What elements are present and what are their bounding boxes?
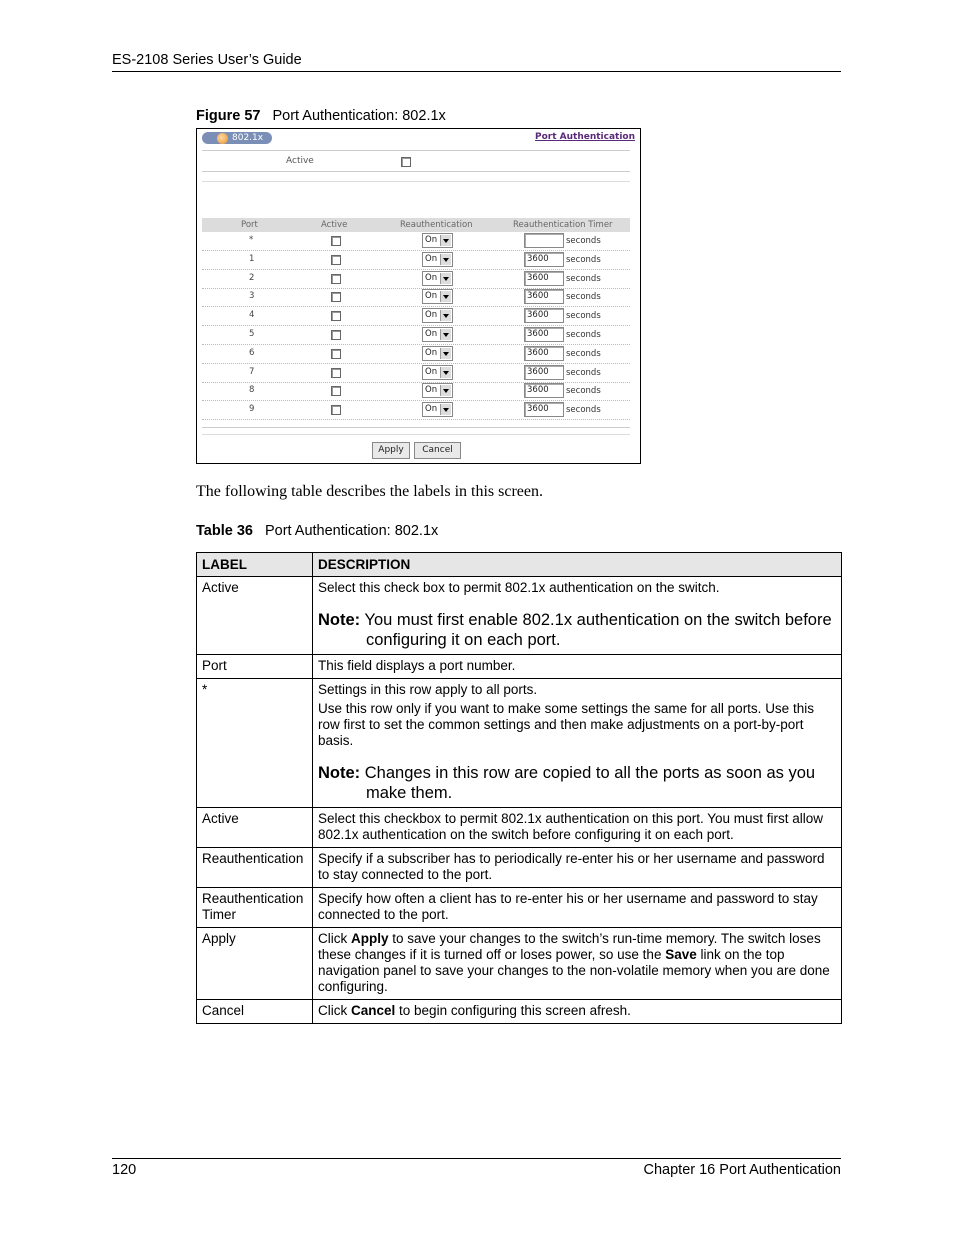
- tab-8021x: [202, 132, 272, 144]
- description-text: Settings in this row apply to all ports.: [318, 682, 538, 697]
- port-number: 4: [249, 310, 255, 321]
- port-active-checkbox[interactable]: [331, 311, 341, 321]
- port-active-checkbox[interactable]: [331, 368, 341, 378]
- dropdown-arrow-icon: [440, 404, 451, 415]
- reauth-timer-input[interactable]: [524, 271, 564, 286]
- row-description: [313, 928, 842, 1000]
- reauth-value: On: [425, 310, 438, 321]
- row-label: Cancel: [197, 1000, 313, 1024]
- dropdown-arrow-icon: [440, 348, 451, 359]
- dropdown-arrow-icon: [440, 273, 451, 284]
- port-active-checkbox[interactable]: [331, 405, 341, 415]
- timer-value: 3600: [527, 253, 549, 264]
- row-description: [313, 577, 842, 655]
- dropdown-arrow-icon: [440, 291, 451, 302]
- port-active-checkbox[interactable]: [331, 386, 341, 396]
- table-title: Port Authentication: 802.1x: [264, 523, 439, 539]
- bold-text: Apply: [351, 931, 389, 946]
- reauth-value: On: [425, 329, 438, 339]
- tab-bullet-icon: [217, 133, 228, 144]
- port-number: 7: [249, 366, 255, 377]
- row-description: Select this checkbox to permit 802.1x authentication on this port. You must first allow 802.1x authentication on the switch before configuring it on each port.: [313, 808, 842, 848]
- text: link on the top navigation panel to save your changes to the non-volatile memory when you are done configuring.: [318, 947, 830, 994]
- port-row: [202, 288, 630, 307]
- row-description: Specify if a subscriber has to periodically re-enter his or her username and password to stay connected to the port.: [313, 848, 842, 888]
- reauth-select[interactable]: [422, 346, 453, 361]
- reauth-timer-input[interactable]: [524, 346, 564, 361]
- note: [318, 763, 836, 803]
- port-row: [202, 401, 630, 420]
- port-table-header: [202, 218, 630, 232]
- row-label: *: [197, 679, 313, 808]
- seconds-label: seconds: [566, 311, 601, 322]
- port-number: 6: [249, 347, 255, 358]
- row-label: Reauthentication: [197, 848, 313, 888]
- label-description-table: [196, 552, 842, 1024]
- reauth-select[interactable]: [422, 271, 453, 286]
- dropdown-arrow-icon: [440, 367, 451, 378]
- timer-value: 3600: [527, 310, 549, 321]
- reauth-timer-input[interactable]: [524, 327, 564, 342]
- reauth-select[interactable]: [422, 289, 453, 304]
- table-row: [197, 848, 842, 888]
- seconds-label: seconds: [566, 405, 601, 416]
- col-port: Port: [241, 220, 258, 230]
- reauth-timer-input[interactable]: [524, 252, 564, 267]
- active-label: Active: [286, 156, 314, 166]
- reauth-timer-input[interactable]: [524, 383, 564, 398]
- port-row: [202, 382, 630, 401]
- row-label: Reauthentication Timer: [197, 888, 313, 928]
- table-number: Table 36: [196, 523, 253, 539]
- seconds-label: seconds: [566, 367, 601, 378]
- table-row: [197, 808, 842, 848]
- timer-value: 3600: [527, 329, 549, 339]
- row-label: Port: [197, 655, 313, 679]
- description-text: Use this row only if you want to make some settings the same for all ports. Use this row first to set the common settings and then make adjustments on a port-by-port basis.: [318, 701, 814, 748]
- seconds-label: seconds: [566, 386, 601, 397]
- divider: [202, 181, 630, 182]
- intro-paragraph: The following table describes the labels in this screen.: [196, 483, 544, 500]
- port-active-checkbox[interactable]: [331, 255, 341, 265]
- chapter-title: Chapter 16 Port Authentication: [643, 1162, 841, 1178]
- port-number: 9: [249, 404, 255, 415]
- note-label: Note:: [318, 764, 361, 782]
- figure-title: Port Authentication: 802.1x: [272, 108, 446, 124]
- note-label: Note:: [318, 611, 361, 629]
- divider: [202, 427, 630, 428]
- seconds-label: seconds: [566, 236, 601, 246]
- row-description: Specify how often a client has to re-enter his or her username and password to stay connected to the port.: [313, 888, 842, 928]
- dropdown-arrow-icon: [440, 235, 451, 246]
- port-number: 3: [249, 291, 255, 302]
- footer-rule: [112, 1158, 841, 1159]
- col-reauthentication: Reauthentication: [400, 220, 473, 230]
- reauth-value: On: [425, 235, 438, 245]
- reauth-timer-input[interactable]: [524, 365, 564, 380]
- divider: [202, 150, 630, 151]
- reauth-value: On: [425, 291, 438, 302]
- timer-value: 3600: [527, 385, 549, 396]
- reauth-select[interactable]: [422, 365, 453, 380]
- divider: [202, 434, 630, 435]
- table-row: [197, 888, 842, 928]
- seconds-label: seconds: [566, 273, 601, 284]
- port-row: [202, 270, 630, 289]
- dropdown-arrow-icon: [440, 310, 451, 321]
- reauth-timer-input[interactable]: [524, 402, 564, 417]
- port-active-checkbox[interactable]: [331, 292, 341, 302]
- reauth-select[interactable]: [422, 402, 453, 417]
- port-active-checkbox[interactable]: [331, 349, 341, 359]
- port-number: 8: [249, 385, 255, 396]
- table-row: [197, 577, 842, 655]
- text: Click: [318, 931, 351, 946]
- header-description: DESCRIPTION: [313, 553, 842, 577]
- reauth-select[interactable]: [422, 327, 453, 342]
- port-number: *: [249, 235, 254, 245]
- port-row: [202, 345, 630, 364]
- note: [318, 610, 836, 650]
- header-rule: [112, 71, 841, 72]
- port-number: 2: [249, 272, 255, 283]
- row-description: This field displays a port number.: [313, 655, 842, 679]
- divider: [202, 171, 630, 172]
- row-label: Active: [197, 577, 313, 655]
- reauth-select[interactable]: [422, 308, 453, 323]
- port-row: [202, 326, 630, 345]
- header-label: LABEL: [197, 553, 313, 577]
- figure-caption: [196, 108, 446, 124]
- table-row: [197, 655, 842, 679]
- timer-value: 3600: [527, 291, 549, 302]
- bold-text: Cancel: [351, 1003, 396, 1018]
- row-description: [313, 1000, 842, 1024]
- bold-text: Save: [665, 947, 697, 962]
- figure-number: Figure 57: [196, 108, 261, 124]
- cancel-button[interactable]: Cancel: [414, 442, 461, 459]
- reauth-select[interactable]: [422, 252, 453, 267]
- table-row: [197, 1000, 842, 1024]
- row-description: [313, 679, 842, 808]
- timer-value: 3600: [527, 404, 549, 415]
- reauth-value: On: [425, 347, 438, 358]
- page-number: 120: [112, 1162, 137, 1178]
- port-row: [202, 364, 630, 383]
- reauth-timer-input[interactable]: [524, 289, 564, 304]
- reauth-value: On: [425, 366, 438, 377]
- dropdown-arrow-icon: [440, 329, 451, 340]
- seconds-label: seconds: [566, 254, 601, 265]
- description-text: Select this check box to permit 802.1x authentication on the switch.: [318, 580, 720, 595]
- dropdown-arrow-icon: [440, 385, 451, 396]
- reauth-timer-input[interactable]: [524, 308, 564, 323]
- port-auth-screenshot: [196, 128, 641, 464]
- reauth-timer-input[interactable]: [524, 233, 564, 248]
- port-number: 5: [249, 329, 255, 339]
- text: to begin configuring this screen afresh.: [395, 1003, 631, 1018]
- timer-value: 3600: [527, 272, 549, 283]
- port-active-checkbox[interactable]: [331, 330, 341, 340]
- table-row: [197, 679, 842, 808]
- reauth-select[interactable]: [422, 233, 453, 248]
- tab-title: 802.1x: [232, 133, 264, 143]
- text: Click: [318, 1003, 351, 1018]
- note-text: You must first enable 802.1x authentication on the switch before configuring it on each port.: [364, 611, 832, 649]
- apply-button[interactable]: Apply: [372, 442, 410, 459]
- table-header-row: [197, 553, 842, 577]
- port-number: 1: [249, 253, 255, 264]
- global-active-checkbox[interactable]: [401, 157, 411, 167]
- seconds-label: seconds: [566, 330, 601, 340]
- row-label: Active: [197, 808, 313, 848]
- seconds-label: seconds: [566, 348, 601, 359]
- port-active-checkbox[interactable]: [331, 236, 341, 246]
- table-caption: [196, 523, 438, 539]
- row-label: Apply: [197, 928, 313, 1000]
- reauth-select[interactable]: [422, 383, 453, 398]
- col-active: Active: [321, 220, 348, 230]
- text: to save your changes to the switch’s run-time memory. The switch loses these changes if it is turned off or loses power, so use the: [318, 931, 821, 962]
- reauth-value: On: [425, 404, 438, 415]
- reauth-value: On: [425, 385, 438, 396]
- running-header: ES-2108 Series User’s Guide: [112, 52, 302, 68]
- seconds-label: seconds: [566, 292, 601, 303]
- table-row: [197, 928, 842, 1000]
- reauth-value: On: [425, 253, 438, 264]
- port-authentication-link[interactable]: Port Authentication: [535, 132, 636, 142]
- dropdown-arrow-icon: [440, 254, 451, 265]
- reauth-value: On: [425, 272, 438, 283]
- note-text: Changes in this row are copied to all the ports as soon as you make them.: [364, 764, 816, 802]
- timer-value: 3600: [527, 347, 549, 358]
- col-reauth-timer: Reauthentication Timer: [513, 220, 613, 230]
- port-active-checkbox[interactable]: [331, 274, 341, 284]
- port-row: [202, 251, 630, 270]
- timer-value: 3600: [527, 366, 549, 377]
- port-row: [202, 232, 630, 251]
- port-row: [202, 307, 630, 326]
